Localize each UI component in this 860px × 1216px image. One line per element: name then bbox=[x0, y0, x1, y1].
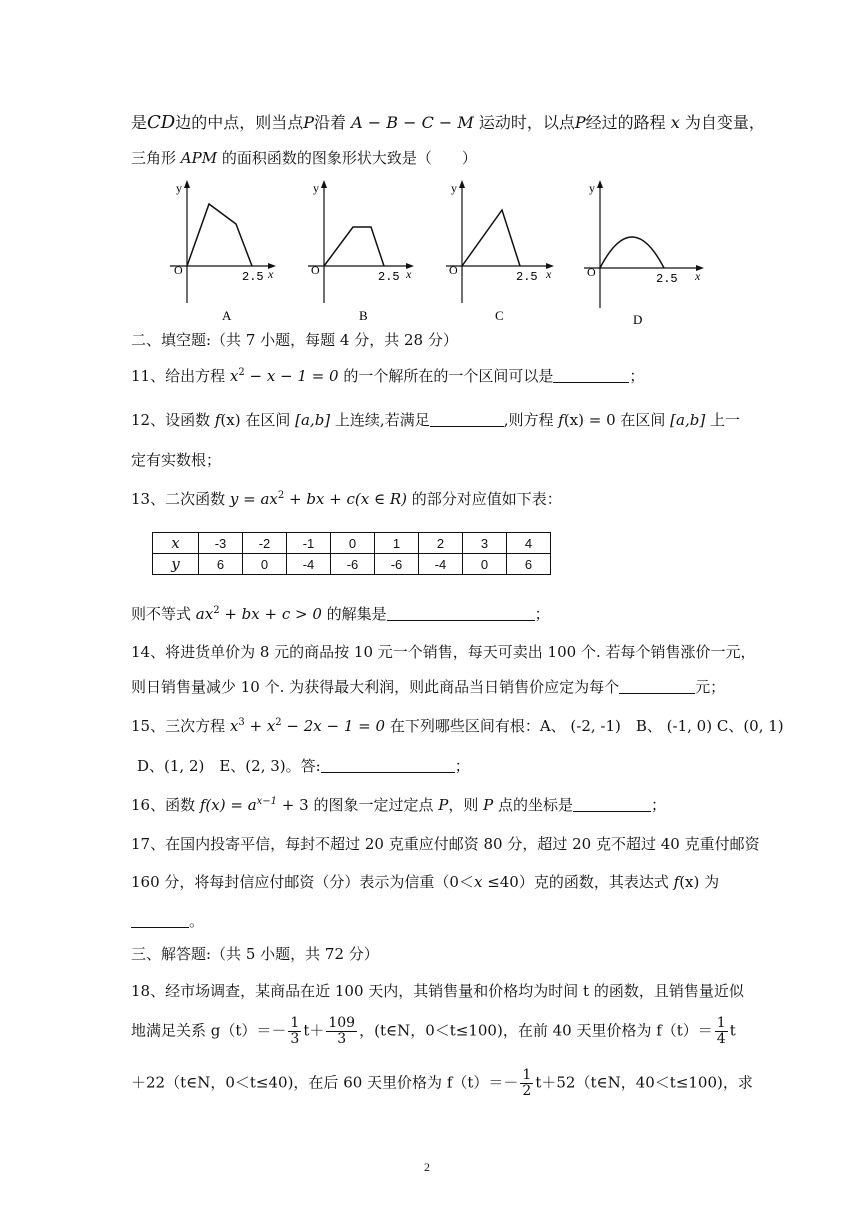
q14-answer-blank[interactable] bbox=[619, 679, 695, 694]
q13-answer-blank[interactable] bbox=[387, 606, 535, 621]
q18-line3: ＋22（t∈N，0＜t≤40)，在后 60 天里价格为 f（t）＝－ $\frac{1}{2}$ t＋52（t∈N，40＜t≤100)，求 bbox=[131, 1067, 753, 1099]
q10-line1: 是CD边的中点，则当点P沿着 A − B − C − M 运动时，以点P经过的路程 x 为自变量， bbox=[131, 112, 765, 133]
table-header-y: y bbox=[153, 554, 199, 575]
q12-line2: 定有实数根； bbox=[131, 451, 222, 469]
q12-answer-blank[interactable] bbox=[430, 412, 504, 427]
q11: 11、给出方程 $x^2 - x - 1 = 0$ 的一个解所在的一个区间可以是 ； bbox=[131, 367, 645, 385]
graph-c-label: C bbox=[495, 308, 504, 323]
graph-d-tick: 2.5 bbox=[656, 272, 678, 286]
graph-d-label: D bbox=[633, 312, 643, 327]
table-row: y 6 0 -4 -6 -6 -4 0 6 bbox=[153, 554, 551, 575]
q16-answer-blank[interactable] bbox=[573, 797, 651, 812]
q10-line2: 三角形 APM 的面积函数的图象形状大致是（ ） bbox=[131, 149, 477, 167]
section-3-heading: 三、解答题:（共 5 小题，共 72 分） bbox=[131, 945, 379, 963]
q13-inequality: 则不等式 $ax^2$ + bx + c > 0 的解集是 ； bbox=[131, 605, 550, 623]
q13: 13、二次函数 $y = ax^2$ + bx + c(x ∈ R) 的部分对应值如下表： bbox=[131, 490, 562, 508]
graph-c bbox=[440, 178, 575, 328]
graph-b-label: B bbox=[359, 308, 368, 323]
fraction: $\frac{1}{3}$ bbox=[290, 1015, 300, 1047]
graph-a-label: A bbox=[222, 308, 232, 323]
q15-line1: 15、三次方程 $x^3 + x^2 - 2x - 1 = 0$ 在下列哪些区间有根：A、 (-2, -1) B、 (-1, 0) C、(0, 1) bbox=[131, 717, 784, 735]
fraction: $\frac{1}{4}$ bbox=[716, 1015, 726, 1047]
graph-d-x: x bbox=[695, 269, 701, 283]
q17-line1: 17、在国内投寄平信，每封不超过 20 克重应付邮资 80 分，超过 20 克不超过 40 克重付邮资 bbox=[131, 835, 760, 853]
q15-line2: D、(1, 2) E、(2, 3)。答: ； bbox=[137, 757, 470, 775]
page-number: 2 bbox=[424, 1160, 430, 1174]
section-2-heading: 二、填空题:（共 7 小题，每题 4 分，共 28 分） bbox=[131, 331, 458, 349]
graph-d-origin: O bbox=[587, 265, 596, 279]
q17-answer-blank[interactable] bbox=[131, 913, 189, 928]
q12-line1: 12、设函数 f(x) 在区间 [a,b] 上连续,若满足 ,则方程 f(x) = 0 在区间 [a,b] 上一 bbox=[131, 411, 740, 429]
graph-c-y: y bbox=[451, 181, 457, 195]
graph-c-origin: O bbox=[449, 263, 458, 277]
q16: 16、函数 $f(x) = a^{x-1} + 3$ 的图象一定过定点 P，则 P 点的坐标是 ； bbox=[131, 796, 666, 814]
graph-b-x: x bbox=[406, 267, 412, 281]
graph-a-y: y bbox=[176, 181, 182, 195]
graph-c-tick: 2.5 bbox=[516, 270, 538, 284]
graph-a-tick: 2.5 bbox=[242, 270, 264, 284]
value-table bbox=[152, 532, 551, 575]
graph-a-origin: O bbox=[174, 263, 183, 277]
fraction: $\frac{1}{2}$ bbox=[522, 1067, 532, 1099]
table-row: x -3 -2 -1 0 1 2 3 4 bbox=[153, 533, 551, 554]
q11-answer-blank[interactable] bbox=[553, 368, 629, 383]
graph-b-tick: 2.5 bbox=[378, 270, 400, 284]
q17-line2: 160 分，将每封信应付邮资（分）表示为信重（0＜x ≤40）克的函数，其表达式 f(x) 为 bbox=[131, 873, 720, 891]
fraction: $\frac{109}{3}$ bbox=[328, 1015, 356, 1047]
graph-b bbox=[300, 178, 435, 328]
q18-line2: 地满足关系 g（t）＝－ $\frac{1}{3}$ t＋ $\frac{109}{3}$ ，(t∈N，0＜t≤100)，在前 40 天里价格为 f（t）＝ $\frac{1}{4}$ t bbox=[131, 1015, 736, 1047]
q17-line3: 。 bbox=[131, 911, 731, 931]
graph-a-x: x bbox=[268, 267, 274, 281]
graph-c-x: x bbox=[546, 267, 552, 281]
graph-a bbox=[160, 178, 295, 328]
q18-line1: 18、经市场调查，某商品在近 100 天内，其销售量和价格均为时间 t 的函数，且销售量近似 bbox=[131, 982, 744, 1000]
graph-b-y: y bbox=[313, 181, 319, 195]
table-header-x: x bbox=[153, 533, 199, 554]
q15-answer-blank[interactable] bbox=[321, 758, 455, 773]
q14-line1: 14、将进货单价为 8 元的商品按 10 元一个销售，每天可卖出 100 个. 若每个销售涨价一元， bbox=[131, 643, 756, 661]
graph-d-y: y bbox=[589, 181, 595, 195]
graph-d bbox=[578, 178, 713, 328]
q14-line2: 则日销售量减少 10 个. 为获得最大利润，则此商品当日销售价应定为每个 元； bbox=[131, 678, 726, 696]
graph-b-origin: O bbox=[311, 263, 320, 277]
